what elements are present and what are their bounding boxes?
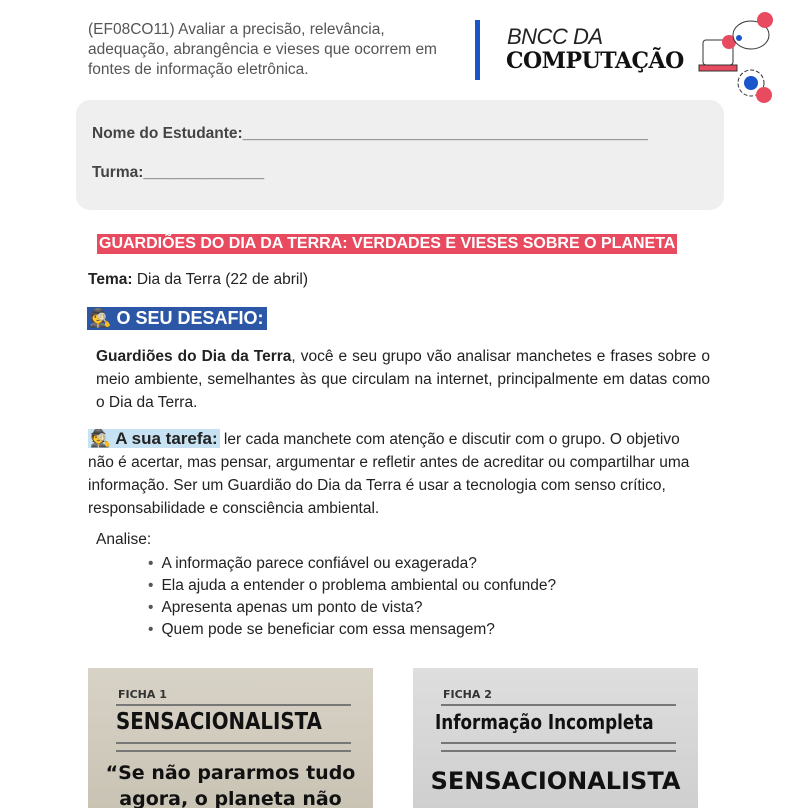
card-label: FICHA 2 xyxy=(443,688,492,701)
theme xyxy=(88,271,308,289)
list-item: • Ela ajuda a entender o problema ambiental ou confunde? xyxy=(148,575,556,597)
challenge-bold: Guardiões do Dia da Terra xyxy=(96,348,292,365)
task-label xyxy=(88,429,220,448)
challenge-label: O SEU DESAFIO: xyxy=(116,308,264,328)
computing-illustration-icon xyxy=(693,10,793,105)
analyze-list xyxy=(148,553,556,641)
list-item: • Apresenta apenas um ponto de vista? xyxy=(148,597,556,619)
challenge-heading xyxy=(87,307,267,330)
card-label: FICHA 1 xyxy=(118,688,167,701)
logo-line1: BNCC DA xyxy=(507,24,603,49)
detective-icon: 🕵️ xyxy=(89,308,112,328)
task-body: ler cada manchete com atenção e discutir com o grupo. O objetivo não é acertar, mas pensar, argumentar e refletir antes de acreditar ou compartilhar uma informação. Ser um Guardião do Dia da Terra é usar a tecnologia com senso crítico, responsabilidade e consciência ambiental. xyxy=(88,431,690,517)
task-text xyxy=(88,427,708,520)
task-label-text: A sua tarefa: xyxy=(115,429,218,448)
page-title: GUARDIÕES DO DIA DA TERRA: VERDADES E VIESES SOBRE O PLANETA xyxy=(99,235,676,252)
divider xyxy=(441,750,676,752)
divider xyxy=(475,20,480,80)
student-name-field[interactable]: Nome do Estudante:_______________________________________________ xyxy=(92,125,648,142)
card-2 xyxy=(413,668,698,808)
card-1 xyxy=(88,668,373,808)
list-item: • A informação parece confiável ou exagerada? xyxy=(148,553,556,575)
divider xyxy=(441,704,676,706)
divider xyxy=(441,742,676,744)
skill-code-text: (EF08CO11) Avaliar a precisão, relevância, adequação, abrangência e vieses que ocorrem em fontes de informação eletrônica. xyxy=(88,21,437,78)
analyze-label: Analise: xyxy=(96,531,152,548)
list-item: • Quem pode se beneficiar com essa mensagem? xyxy=(148,619,556,641)
theme-value: Dia da Terra (22 de abril) xyxy=(132,271,308,288)
detective-icon: 🕵️ xyxy=(90,429,112,448)
divider xyxy=(116,704,351,706)
student-form xyxy=(76,100,724,210)
divider xyxy=(116,750,351,752)
card-quote: SENSACIONALISTA xyxy=(430,767,681,795)
challenge-body: , você e seu grupo vão analisar manchetes e frases sobre o meio ambiente, semelhantes às que circulam na internet, principalmente em datas como o Dia da Terra. xyxy=(96,348,710,411)
logo-line2: COMPUTAÇÃO xyxy=(506,48,684,74)
card-heading: SENSACIONALISTA xyxy=(116,709,322,735)
challenge-text xyxy=(96,345,710,414)
class-field[interactable]: Turma:______________ xyxy=(92,164,265,181)
card-quote: “Se não pararmos tudo agora, o planeta não xyxy=(105,762,356,808)
divider xyxy=(116,742,351,744)
theme-label: Tema: xyxy=(88,271,133,288)
card-heading: Informação Incompleta xyxy=(435,710,654,734)
